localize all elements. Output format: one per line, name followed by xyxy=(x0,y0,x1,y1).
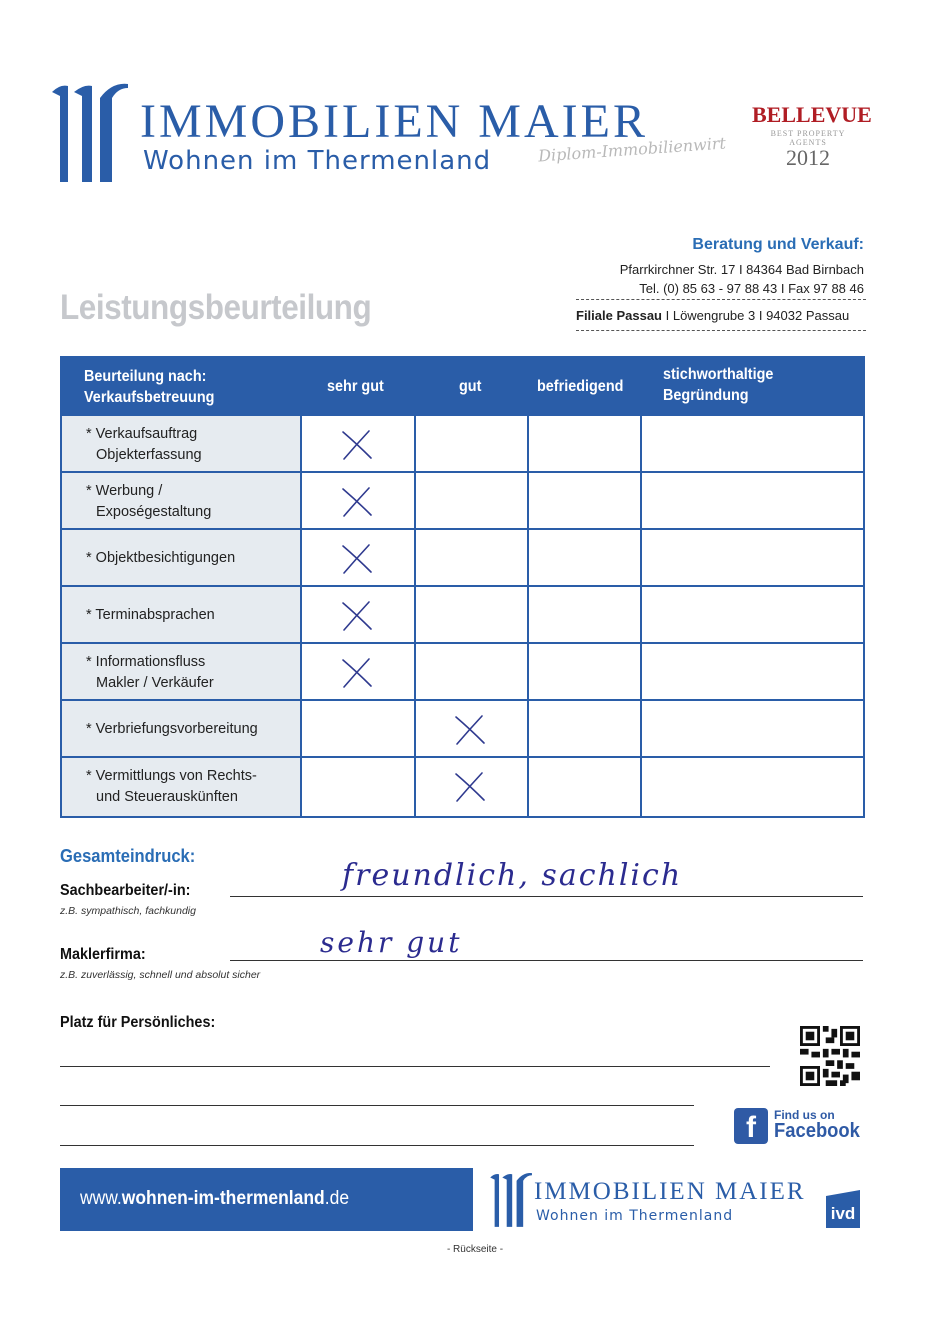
column-divider xyxy=(300,358,302,816)
branch-address: I Löwengrube 3 I 94032 Passau xyxy=(662,308,850,323)
personal-line xyxy=(60,1105,694,1106)
contact-phone: Tel. (0) 85 63 - 97 88 43 I Fax 97 88 46 xyxy=(639,281,864,296)
url-prefix: www. xyxy=(80,1188,122,1209)
page-title: Leistungsbeurteilung xyxy=(60,288,372,327)
row-label-line2: und Steuerauskünften xyxy=(96,789,238,805)
header-sehr-gut: sehr gut xyxy=(327,378,384,395)
table-row xyxy=(62,587,302,644)
footer-url-bar xyxy=(60,1168,473,1231)
contact-heading: Beratung und Verkauf: xyxy=(692,236,864,253)
agent-hint: z.B. sympathisch, fachkundig xyxy=(60,905,196,917)
footer-brand-subtitle: Wohnen im Thermenland xyxy=(536,1208,734,1224)
url-suffix: .de xyxy=(324,1188,350,1209)
row-label-line2: Exposégestaltung xyxy=(96,504,212,520)
agent-answer-line xyxy=(230,896,863,897)
agent-answer: freundlich, sachlich xyxy=(342,858,683,893)
facebook-badge xyxy=(734,1106,864,1150)
header-criteria-line1: Beurteilung nach: xyxy=(84,368,207,385)
firm-hint: z.B. zuverlässig, schnell und absolut sicher xyxy=(60,969,261,981)
personal-line xyxy=(60,1066,770,1067)
row-label-line1: * Vermittlungs von Rechts- xyxy=(86,768,257,784)
rating-mark-x xyxy=(339,656,375,690)
company-logo-mark xyxy=(48,82,128,184)
personal-label: Platz für Persönliches: xyxy=(60,1014,216,1031)
facebook-line2: Facebook xyxy=(774,1120,860,1142)
ivd-text: ivd xyxy=(830,1204,856,1223)
rating-mark-x xyxy=(339,599,375,633)
award-subtitle: BEST PROPERTY AGENTS xyxy=(770,129,846,147)
table-header xyxy=(62,358,863,416)
award-badge xyxy=(752,102,872,171)
column-divider xyxy=(527,358,529,816)
award-year: 2012 xyxy=(786,145,830,170)
table-row xyxy=(62,473,302,530)
handwritten-title-note: Diplom-Immobilienwirt xyxy=(537,133,727,166)
contact-address: Pfarrkirchner Str. 17 I 84364 Bad Birnbach xyxy=(619,262,864,277)
header-reason-line2: Begründung xyxy=(663,387,749,404)
firm-label: Maklerfirma: xyxy=(60,946,146,963)
firm-answer-line xyxy=(230,960,863,961)
footer-logo-mark xyxy=(488,1172,532,1228)
table-row xyxy=(62,416,302,473)
row-label-line2: Makler / Verkäufer xyxy=(96,675,214,691)
header-criteria-line2: Verkaufsbetreuung xyxy=(84,389,215,406)
row-divider xyxy=(62,528,863,530)
url-main: wohnen-im-thermenland xyxy=(121,1188,325,1209)
row-divider xyxy=(62,756,863,758)
row-divider xyxy=(62,699,863,701)
row-divider xyxy=(62,585,863,587)
row-label-line1: * Verbriefungsvorbereitung xyxy=(86,721,258,737)
agent-label: Sachbearbeiter/-in: xyxy=(60,882,191,899)
facebook-line1: Find us on xyxy=(774,1108,835,1122)
footer-url xyxy=(80,1188,349,1210)
row-label-line2: Objekterfassung xyxy=(96,447,202,463)
branch-label: Filiale Passau xyxy=(576,308,662,323)
row-divider xyxy=(62,642,863,644)
personal-line xyxy=(60,1145,694,1146)
row-divider xyxy=(62,471,863,473)
table-row xyxy=(62,644,302,701)
rating-mark-x xyxy=(339,542,375,576)
facebook-icon: f xyxy=(734,1108,768,1144)
brand-name: IMMOBILIEN MAIER xyxy=(140,95,648,148)
rating-table xyxy=(60,356,865,818)
rating-mark-x xyxy=(339,428,375,462)
rating-mark-x xyxy=(452,713,488,747)
table-row xyxy=(62,530,302,587)
branch-line xyxy=(576,308,849,323)
qr-code-icon xyxy=(800,1026,860,1086)
row-label-line1: * Werbung / xyxy=(86,483,163,499)
ivd-logo-icon xyxy=(822,1188,864,1230)
footer-brand-name: IMMOBILIEN MAIER xyxy=(534,1178,806,1205)
contact-block xyxy=(534,236,864,298)
row-label-line1: * Objektbesichtigungen xyxy=(86,550,236,566)
firm-answer: sehr gut xyxy=(320,926,463,959)
divider xyxy=(576,299,866,300)
brand-subtitle: Wohnen im Thermenland xyxy=(143,146,492,176)
row-label-line1: * Terminabsprachen xyxy=(86,607,215,623)
column-divider xyxy=(640,358,642,816)
award-name: BELLEVUE xyxy=(752,102,872,127)
row-label-line1: * Informationsfluss xyxy=(86,654,206,670)
back-page-note: - Rückseite - xyxy=(446,1244,504,1255)
row-label-line1: * Verkaufsauftrag xyxy=(86,426,198,442)
table-row xyxy=(62,758,302,816)
table-row xyxy=(62,701,302,758)
header-gut: gut xyxy=(459,378,482,395)
header-reason-line1: stichworthaltige xyxy=(663,366,774,383)
overall-heading: Gesamteindruck: xyxy=(60,846,196,866)
column-divider xyxy=(414,358,416,816)
rating-mark-x xyxy=(452,770,488,804)
divider xyxy=(576,330,866,331)
rating-mark-x xyxy=(339,485,375,519)
header-befriedigend: befriedigend xyxy=(537,378,624,395)
